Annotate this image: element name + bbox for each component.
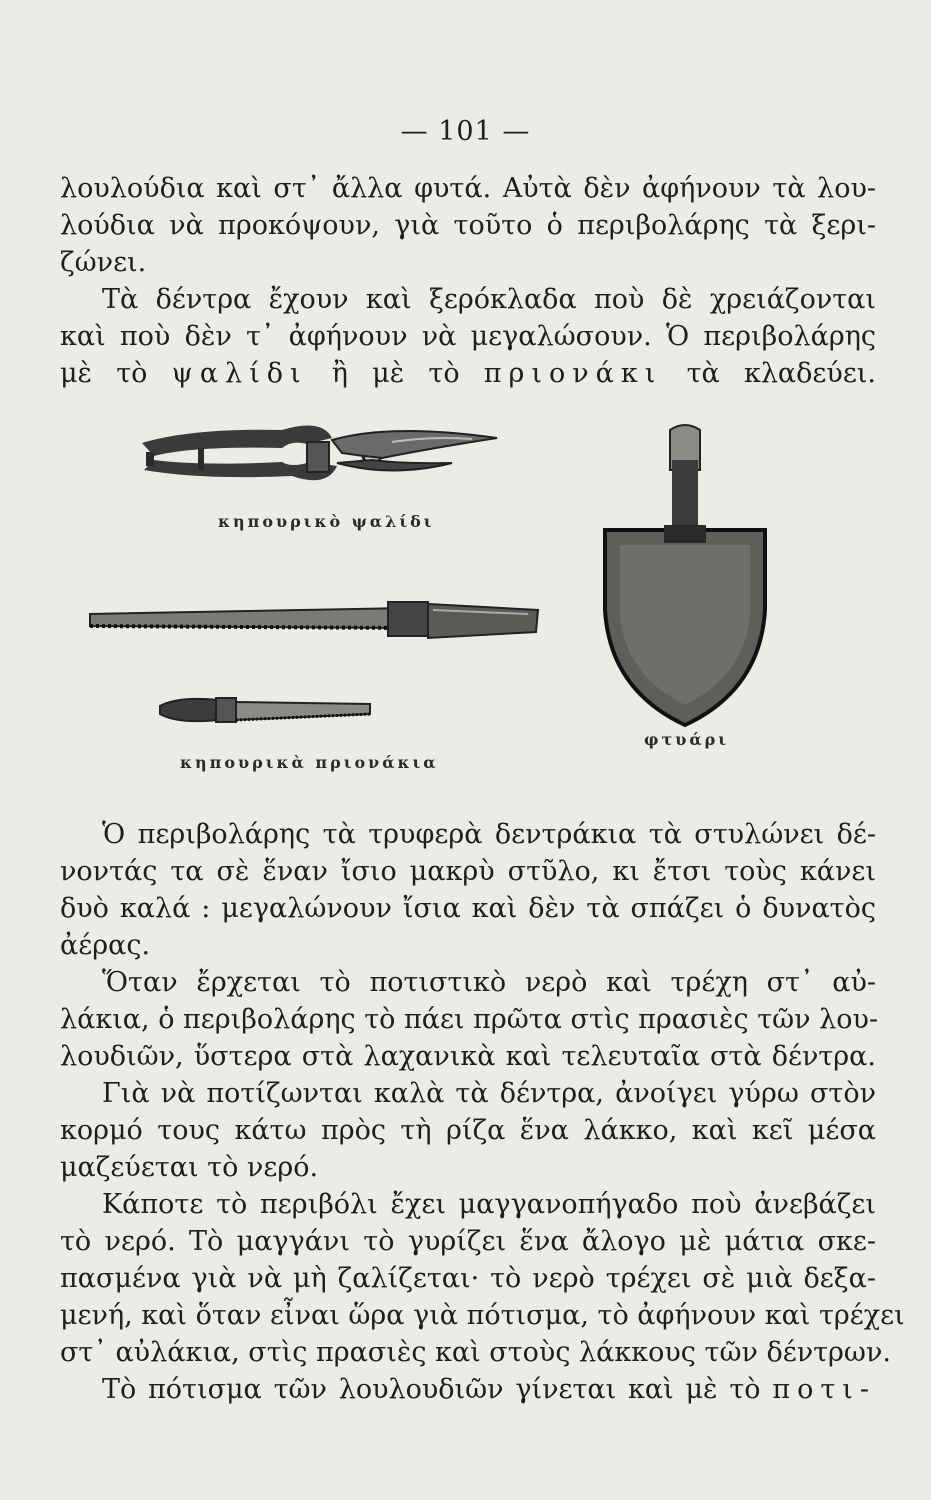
- text-line: μενή, καὶ ὅταν εἶναι ὥρα γιὰ πότισμα, τὸ ἀφήνουν καὶ τρέχει: [60, 1300, 905, 1331]
- caption-shovel: φτυάρι: [644, 730, 730, 749]
- page-number: — 101 —: [400, 116, 531, 147]
- text-line: [60, 1371, 876, 1408]
- text-line: Ὅταν ἔρχεται τὸ ποτιστικὸ νερὸ καὶ τρέχη στ᾽ αὐ-: [102, 967, 876, 998]
- text-line: κορμό τους κάτω πρὸς τὴ ρίζα ἕνα λάκκο, καὶ κεῖ μέσα: [60, 1115, 876, 1146]
- pruning-saws-illustration: [88, 596, 543, 736]
- text-line: ἀέρας.: [60, 930, 151, 961]
- emphasized-word-saw: πριονάκι: [483, 358, 663, 389]
- text-line: λάκια, ὁ περιβολάρης τὸ πάει πρῶτα στὶς πρασιὲς τῶν λου-: [60, 1004, 879, 1035]
- text-line: Τὰ δέντρα ἔχουν καὶ ξερόκλαδα ποὺ δὲ χρειάζονται: [102, 284, 876, 315]
- shovel-illustration: [600, 420, 770, 730]
- text-line: ζώνει.: [60, 247, 147, 278]
- text-line: στ᾽ αὐλάκια, στὶς πρασιὲς καὶ στοὺς λάκκους τῶν δέντρων.: [60, 1337, 891, 1368]
- emphasized-word-watering-can: ποτι-: [772, 1374, 876, 1405]
- text-line: νοντάς τα σὲ ἕναν ἴσιο μακρὺ στῦλο, κι ἔτσι τοὺς κάνει: [60, 856, 876, 887]
- paragraph-flowers: [60, 1371, 876, 1408]
- emphasized-word-scissors: ψαλίδι: [171, 358, 308, 389]
- text-line: λουλούδια καὶ στ᾽ ἄλλα φυτά. Αὐτὰ δὲν ἀφήνουν τὰ λου-: [60, 173, 876, 204]
- text-line: λούδια νὰ προκόψουν, γιὰ τοῦτο ὁ περιβολάρης τὰ ξερι-: [60, 210, 876, 241]
- paragraph-pruning: [60, 281, 876, 392]
- text-line: μαζεύεται τὸ νερό.: [60, 1152, 319, 1183]
- text-fragment: τὰ κλαδεύει.: [686, 358, 876, 389]
- text-line: Γιὰ νὰ ποτίζωνται καλὰ τὰ δέντρα, ἀνοίγει γύρω στὸν: [102, 1078, 876, 1109]
- paragraph-pit: [60, 1075, 876, 1186]
- paragraph-well: [60, 1186, 905, 1371]
- text-line: τὸ νερό. Τὸ μαγγάνι τὸ γυρίζει ἕνα ἄλογο μὲ μάτια σκε-: [60, 1226, 876, 1257]
- caption-saws: κηπουρικὰ πριονάκια: [180, 753, 439, 772]
- text-line: πασμένα γιὰ νὰ μὴ ζαλίζεται· τὸ νερὸ τρέχει σὲ μιὰ δεξα-: [60, 1263, 876, 1294]
- text-line: δυὸ καλά : μεγαλώνουν ἴσια καὶ δὲν τὰ σπάζει ὁ δυνατὸς: [60, 893, 876, 924]
- text-line: λουδιῶν, ὕστερα στὰ λαχανικὰ καὶ τελευταῖα στὰ δέντρα.: [60, 1041, 876, 1072]
- text-fragment: Τὸ πότισμα τῶν λουλουδιῶν γίνεται καὶ μὲ τὸ: [102, 1374, 761, 1405]
- caption-scissors: κηπουρικὸ ψαλίδι: [218, 512, 435, 531]
- pruning-scissors-illustration: [132, 408, 500, 498]
- text-fragment: ἢ μὲ τὸ: [331, 358, 460, 389]
- text-line: [60, 355, 876, 392]
- text-line: καὶ ποὺ δὲν τ᾽ ἀφήνουν νὰ μεγαλώσουν. Ὁ περιβολάρης: [60, 321, 876, 352]
- text-line: Κάποτε τὸ περιβόλι ἔχει μαγγανοπήγαδο ποὺ ἀνεβάζει: [102, 1189, 876, 1220]
- paragraph-weeds: [60, 170, 876, 281]
- paragraph-water: [60, 964, 879, 1075]
- text-line: Ὁ περιβολάρης τὰ τρυφερὰ δεντράκια τὰ στυλώνει δέ-: [102, 819, 876, 850]
- paragraph-support: [60, 816, 876, 964]
- text-fragment: μὲ τὸ: [60, 358, 148, 389]
